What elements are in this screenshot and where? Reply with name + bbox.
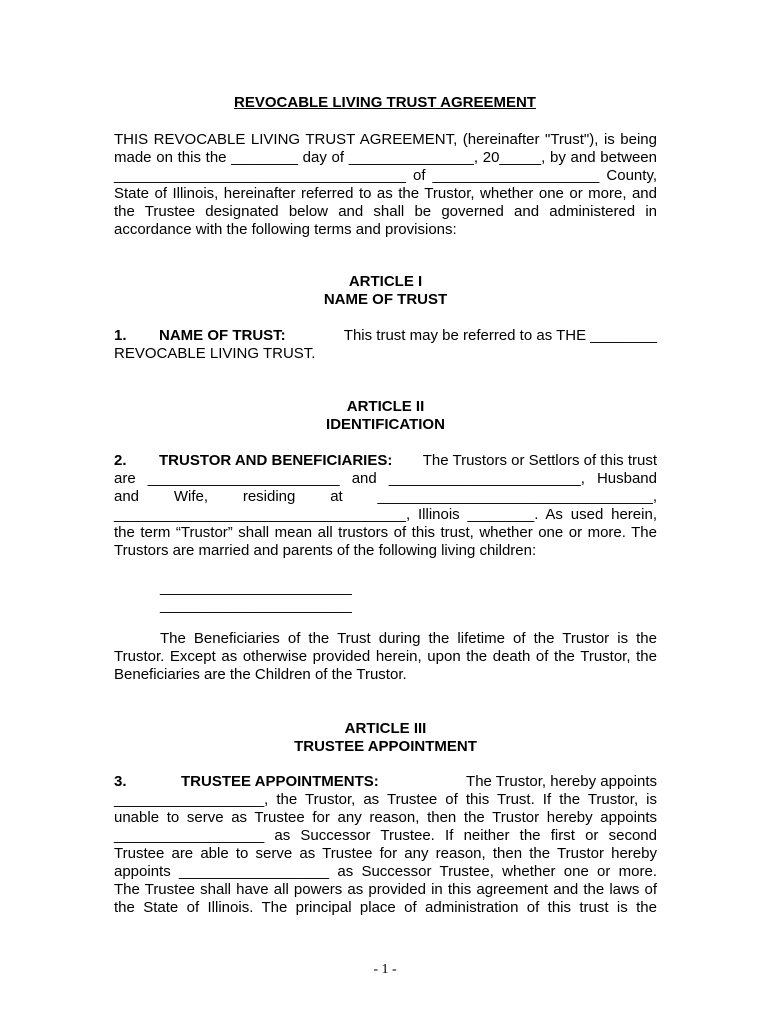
section-text: __________________, the Trustor, as Trustee of this Trust. If the Trustor, is [114,791,657,808]
section-text: ___________________________________, Illinois ________. As used herein, [114,506,657,523]
document-title: REVOCABLE LIVING TRUST AGREEMENT [234,94,536,111]
article-heading: ARTICLE III [344,720,427,737]
section-text: This trust may be referred to as THE ________ [343,327,657,344]
article-1-heading [114,273,657,309]
article-heading: ARTICLE II [346,398,425,415]
section-text: Trustor. Except as otherwise provided herein, upon the death of the Trustor, the [114,648,657,665]
intro-line: made on this the ________ day of _______________, 20_____, by and between [114,149,657,166]
article-2-heading [114,398,657,434]
intro-line: the Trustee designated below and shall be governed and administered in [114,203,657,220]
section-label: TRUSTEE APPOINTMENTS: [181,773,379,790]
child-name-blank: _______________________ [160,597,352,614]
section-text: the State of Illinois. The principal place of administration of this trust is the [114,899,657,916]
section-text: Beneficiaries are the Children of the Trustor. [114,666,407,683]
section-text: The Trustee shall have all powers as provided in this agreement and the laws of [114,881,657,898]
beneficiaries-paragraph [114,630,657,684]
section-text: The Trustor, hereby appoints [466,773,657,790]
section-text [114,630,657,648]
article-subheading: IDENTIFICATION [326,416,445,433]
article-subheading: TRUSTEE APPOINTMENT [294,738,477,755]
page-number: - 1 - [373,962,397,977]
section-number: 3. [114,773,127,790]
section-text: and Wife, residing at _________________________________, [114,488,657,505]
section-label: NAME OF TRUST: [159,327,286,344]
section-text: appoints __________________ as Successor Trustee, whether one or more. [114,863,657,880]
child-name-blank: _______________________ [160,579,352,596]
intro-line: ___________________________________ of ____________________ County, [114,167,657,184]
section-text: REVOCABLE LIVING TRUST. [114,345,316,362]
intro-line: State of Illinois, hereinafter referred to as the Trustor, whether one or more, and [114,185,657,202]
section-text: Trustors are married and parents of the following living children: [114,542,537,559]
section-text: The Trustors or Settlors of this trust [422,452,657,469]
article-3-heading [114,720,657,756]
article-2-section [114,452,657,560]
intro-line: THIS REVOCABLE LIVING TRUST AGREEMENT, (hereinafter "Trust"), is being [114,131,657,148]
section-text: __________________ as Successor Trustee. If neither the first or second [114,827,657,844]
section-text: unable to serve as Trustee for any reason, then the Trustor hereby appoints [114,809,657,826]
section-text: are _______________________ and _______________________, Husband [114,470,657,487]
intro-line: accordance with the following terms and provisions: [114,221,457,238]
article-1-section [114,327,657,363]
article-heading: ARTICLE I [348,273,423,290]
article-3-section [114,773,657,917]
section-text: Trustee are able to serve as Trustee for any reason, then the Trustor hereby [114,845,657,862]
intro-paragraph [114,131,657,239]
section-number: 1. [114,327,127,344]
section-text: The Beneficiaries of the Trust during the lifetime of the Trustor is the [160,630,657,647]
section-text: the term “Trustor” shall mean all trustors of this trust, whether one or more. The [114,524,657,541]
article-subheading: NAME OF TRUST [323,291,448,308]
section-number: 2. [114,452,127,469]
section-label: TRUSTOR AND BENEFICIARIES: [159,452,393,469]
